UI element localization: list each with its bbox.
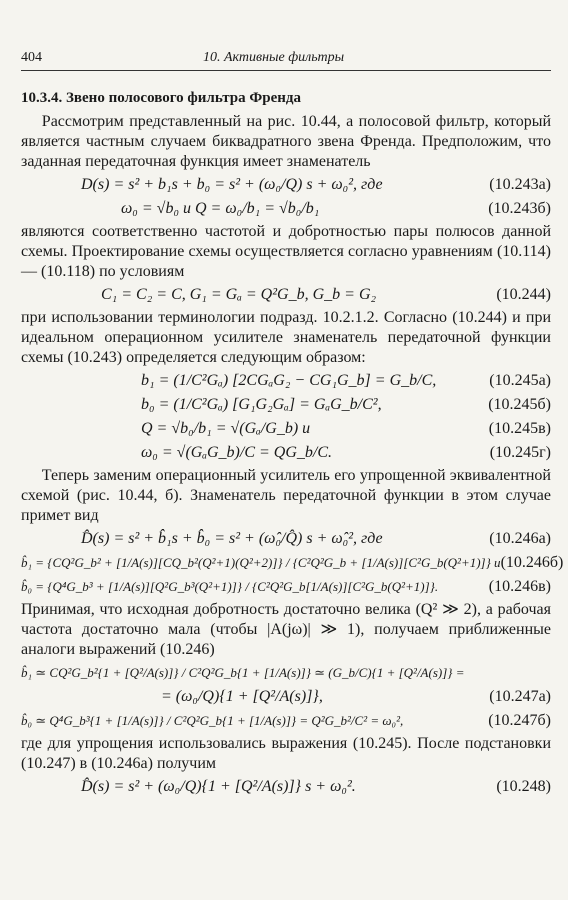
- formula: = (ω₀/Q){1 + [Q²/A(s)]},: [161, 688, 323, 705]
- equation: [21, 662, 551, 684]
- equation-number: (10.247б): [488, 712, 551, 729]
- formula: b̂₀ = {Q⁴G_b³ + [1/A(s)][Q²G_b³(Q²+1)]} / {C²Q²G_b[1/A(s)][C²G_b(Q²+1)]}.: [21, 579, 439, 594]
- formula: ω₀ = √b₀ и Q = ω₀/b₁ = √b₀/b₁: [121, 200, 320, 217]
- formula: b̂₀ ≃ Q⁴G_b³{1 + [1/A(s)]} / C²Q²G_b{1 + [1/A(s)]} = Q²G_b²/C² = ω₀²,: [21, 713, 404, 728]
- formula: b₁ = (1/C²Gₐ) [2CGₐG₂ − CG₁G_b] = G_b/C,: [141, 372, 437, 389]
- equation-number: (10.243а): [489, 176, 551, 193]
- equation-number: (10.248): [496, 778, 551, 795]
- equation: [21, 686, 551, 708]
- equation-number: (10.244): [496, 286, 551, 303]
- formula: D̂(s) = s² + b̂₁s + b̂₀ = s² + (ω̂₀/Q̂) s + ω̂₀², где: [81, 530, 383, 547]
- formula: b̂₁ ≃ CQ²G_b²{1 + [Q²/A(s)]} / C²Q²G_b{1 + [1/A(s)]} ≃ (G_b/C){1 + [Q²/A(s)]} =: [21, 665, 465, 680]
- equation-number: (10.245б): [488, 396, 551, 413]
- equation-number: (10.246б): [500, 554, 564, 571]
- equation: [21, 418, 551, 440]
- equation: [21, 198, 551, 220]
- formula: D(s) = s² + b₁s + b₀ = s² + (ω₀/Q) s + ω₀², где: [81, 176, 383, 193]
- equation: [21, 776, 551, 798]
- equation: [21, 710, 551, 732]
- paragraph: при использовании терминологии подразд. 10.2.1.2. Согласно (10.244) и при идеальном операционном усилителе знаменатель передаточной функции схемы (10.243) определяется следующим образом:: [21, 309, 551, 366]
- section-title: 10.3.4. Звено полосового фильтра Френда: [21, 90, 301, 106]
- page-number: 404: [21, 50, 42, 65]
- running-title: 10. Активные фильтры: [203, 50, 345, 65]
- equation: [21, 284, 551, 306]
- equation-number: (10.246в): [488, 578, 551, 595]
- equation: [21, 552, 564, 574]
- equation-number: (10.245в): [488, 420, 551, 437]
- equation-number: (10.243б): [488, 200, 551, 217]
- equation-number: (10.246а): [489, 530, 551, 547]
- formula: b₀ = (1/C²Gₐ) [G₁G₂Gₐ] = GₐG_b/C²,: [141, 396, 382, 413]
- paragraph: Теперь заменим операционный усилитель его упрощенной эквивалентной схемой (рис. 10.44, б). Знаменатель передаточной функции в этом случае примет вид: [21, 467, 551, 524]
- paragraph: Принимая, что исходная добротность достаточно велика (Q² ≫ 2), а рабочая частота достаточно мала (чтобы |A(jω)| ≫ 1), получаем приближенные аналоги выражений (10.246): [21, 601, 551, 658]
- equation: [21, 528, 551, 550]
- equation: [21, 576, 551, 598]
- equation: [21, 394, 551, 416]
- formula: b̂₁ = {CQ²G_b² + [1/A(s)][CQ_b²(Q²+1)(Q²+2)]} / {C²Q²G_b + [1/A(s)][C²G_b(Q²+1)]} и: [21, 555, 501, 570]
- formula: ω₀ = √(GₐG_b)/C = QG_b/C.: [141, 444, 333, 461]
- equation-number: (10.247а): [489, 688, 551, 705]
- paragraph: Рассмотрим представленный на рис. 10.44, а полосовой фильтр, который является частным случаем биквадратного звена Френда. Предположим, что заданная передаточная функция имеет знаменатель: [21, 113, 551, 170]
- equation: [21, 370, 551, 392]
- page-body: [21, 88, 564, 800]
- equation: [21, 174, 551, 196]
- paragraph: где для упрощения использовались выражения (10.245). После подстановки (10.247) в (10.246а) получим: [21, 735, 551, 772]
- equation-number: (10.245а): [489, 372, 551, 389]
- equation: [21, 442, 551, 464]
- header-rule: [21, 70, 551, 71]
- paragraph: являются соответственно частотой и добротностью пары полюсов данной схемы. Проектирование схемы осуществляется согласно уравнениям (10.114) — (10.118) по условиям: [21, 223, 551, 280]
- formula: D̂(s) = s² + (ω₀/Q){1 + [Q²/A(s)]} s + ω₀².: [81, 778, 356, 795]
- equation-number: (10.245г): [489, 444, 551, 461]
- formula: C₁ = C₂ = C, G₁ = Gₐ = Q²G_b, G_b = G₂: [101, 286, 377, 303]
- formula: Q = √b₀/b₁ = √(Gₐ/G_b) и: [141, 420, 311, 437]
